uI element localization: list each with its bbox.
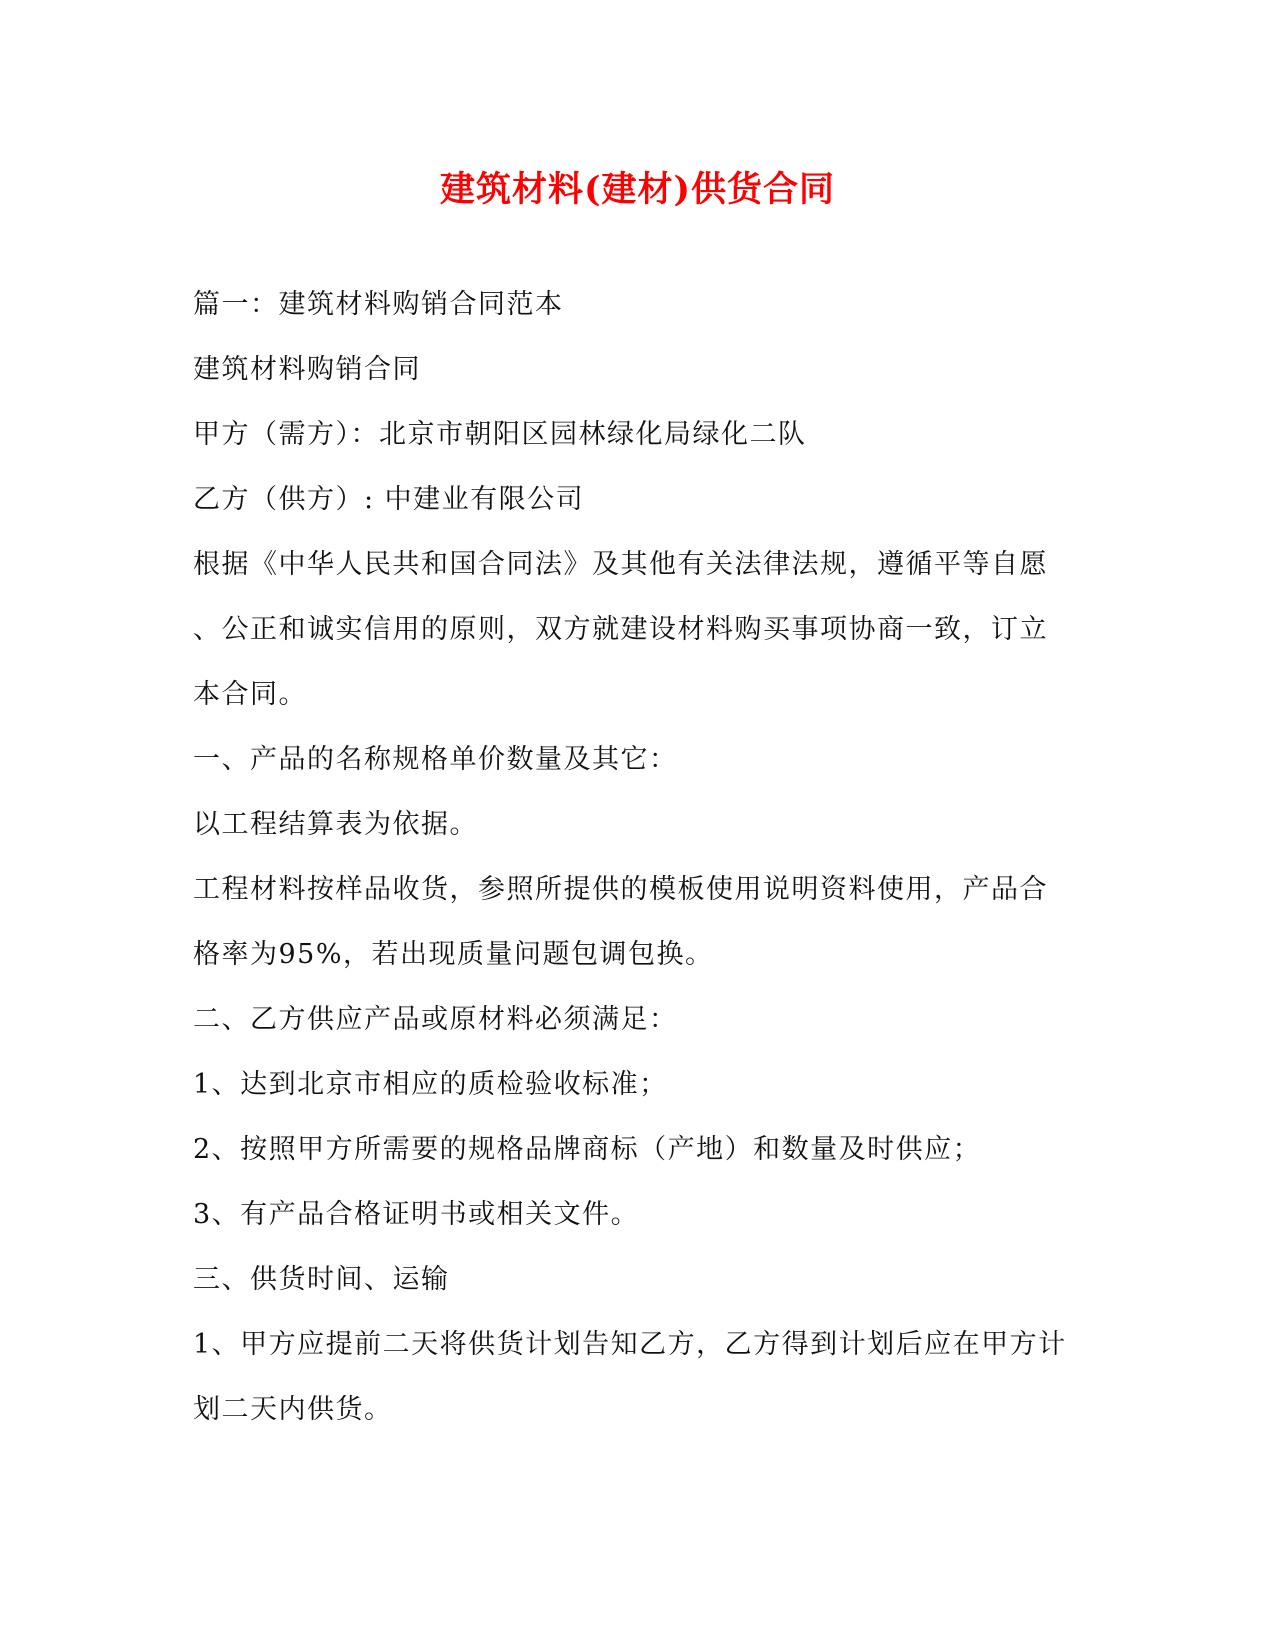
clause-1-detail-line-2: 格率为95%，若出现质量问题包调包换。	[193, 939, 714, 970]
preamble-line-1: 根据《中华人民共和国合同法》及其他有关法律法规，遵循平等自愿	[193, 549, 1048, 580]
clause-3-heading: 三、供货时间、运输	[193, 1264, 450, 1295]
clause-1-text: 以工程结算表为依据。	[193, 809, 478, 840]
section-heading-part-one: 篇一：建筑材料购销合同范本	[193, 289, 564, 320]
clause-2-heading: 二、乙方供应产品或原材料必须满足：	[193, 1004, 678, 1035]
clause-3-item-1-line-2: 划二天内供货。	[193, 1394, 393, 1425]
clause-1-detail-line-1: 工程材料按样品收货，参照所提供的模板使用说明资料使用，产品合	[193, 874, 1048, 905]
preamble-line-3: 本合同。	[193, 679, 307, 710]
clause-2-item-3: 3、有产品合格证明书或相关文件。	[193, 1199, 640, 1230]
clause-3-item-1-line-1: 1、甲方应提前二天将供货计划告知乙方，乙方得到计划后应在甲方计	[193, 1329, 1067, 1360]
contract-name: 建筑材料购销合同	[193, 354, 421, 385]
document-title: 建筑材料(建材)供货合同	[439, 169, 836, 210]
party-a: 甲方（需方）：北京市朝阳区园林绿化局绿化二队	[193, 419, 807, 450]
clause-2-item-1: 1、达到北京市相应的质检验收标准；	[193, 1069, 668, 1100]
clause-2-item-2: 2、按照甲方所需要的规格品牌商标（产地）和数量及时供应；	[193, 1134, 982, 1165]
party-b: 乙方（供方）: 中建业有限公司	[193, 484, 585, 515]
preamble-line-2: 、公正和诚实信用的原则，双方就建设材料购买事项协商一致，订立	[193, 614, 1048, 645]
document-body	[193, 288, 1083, 1458]
clause-1-heading: 一、产品的名称规格单价数量及其它：	[193, 744, 678, 775]
